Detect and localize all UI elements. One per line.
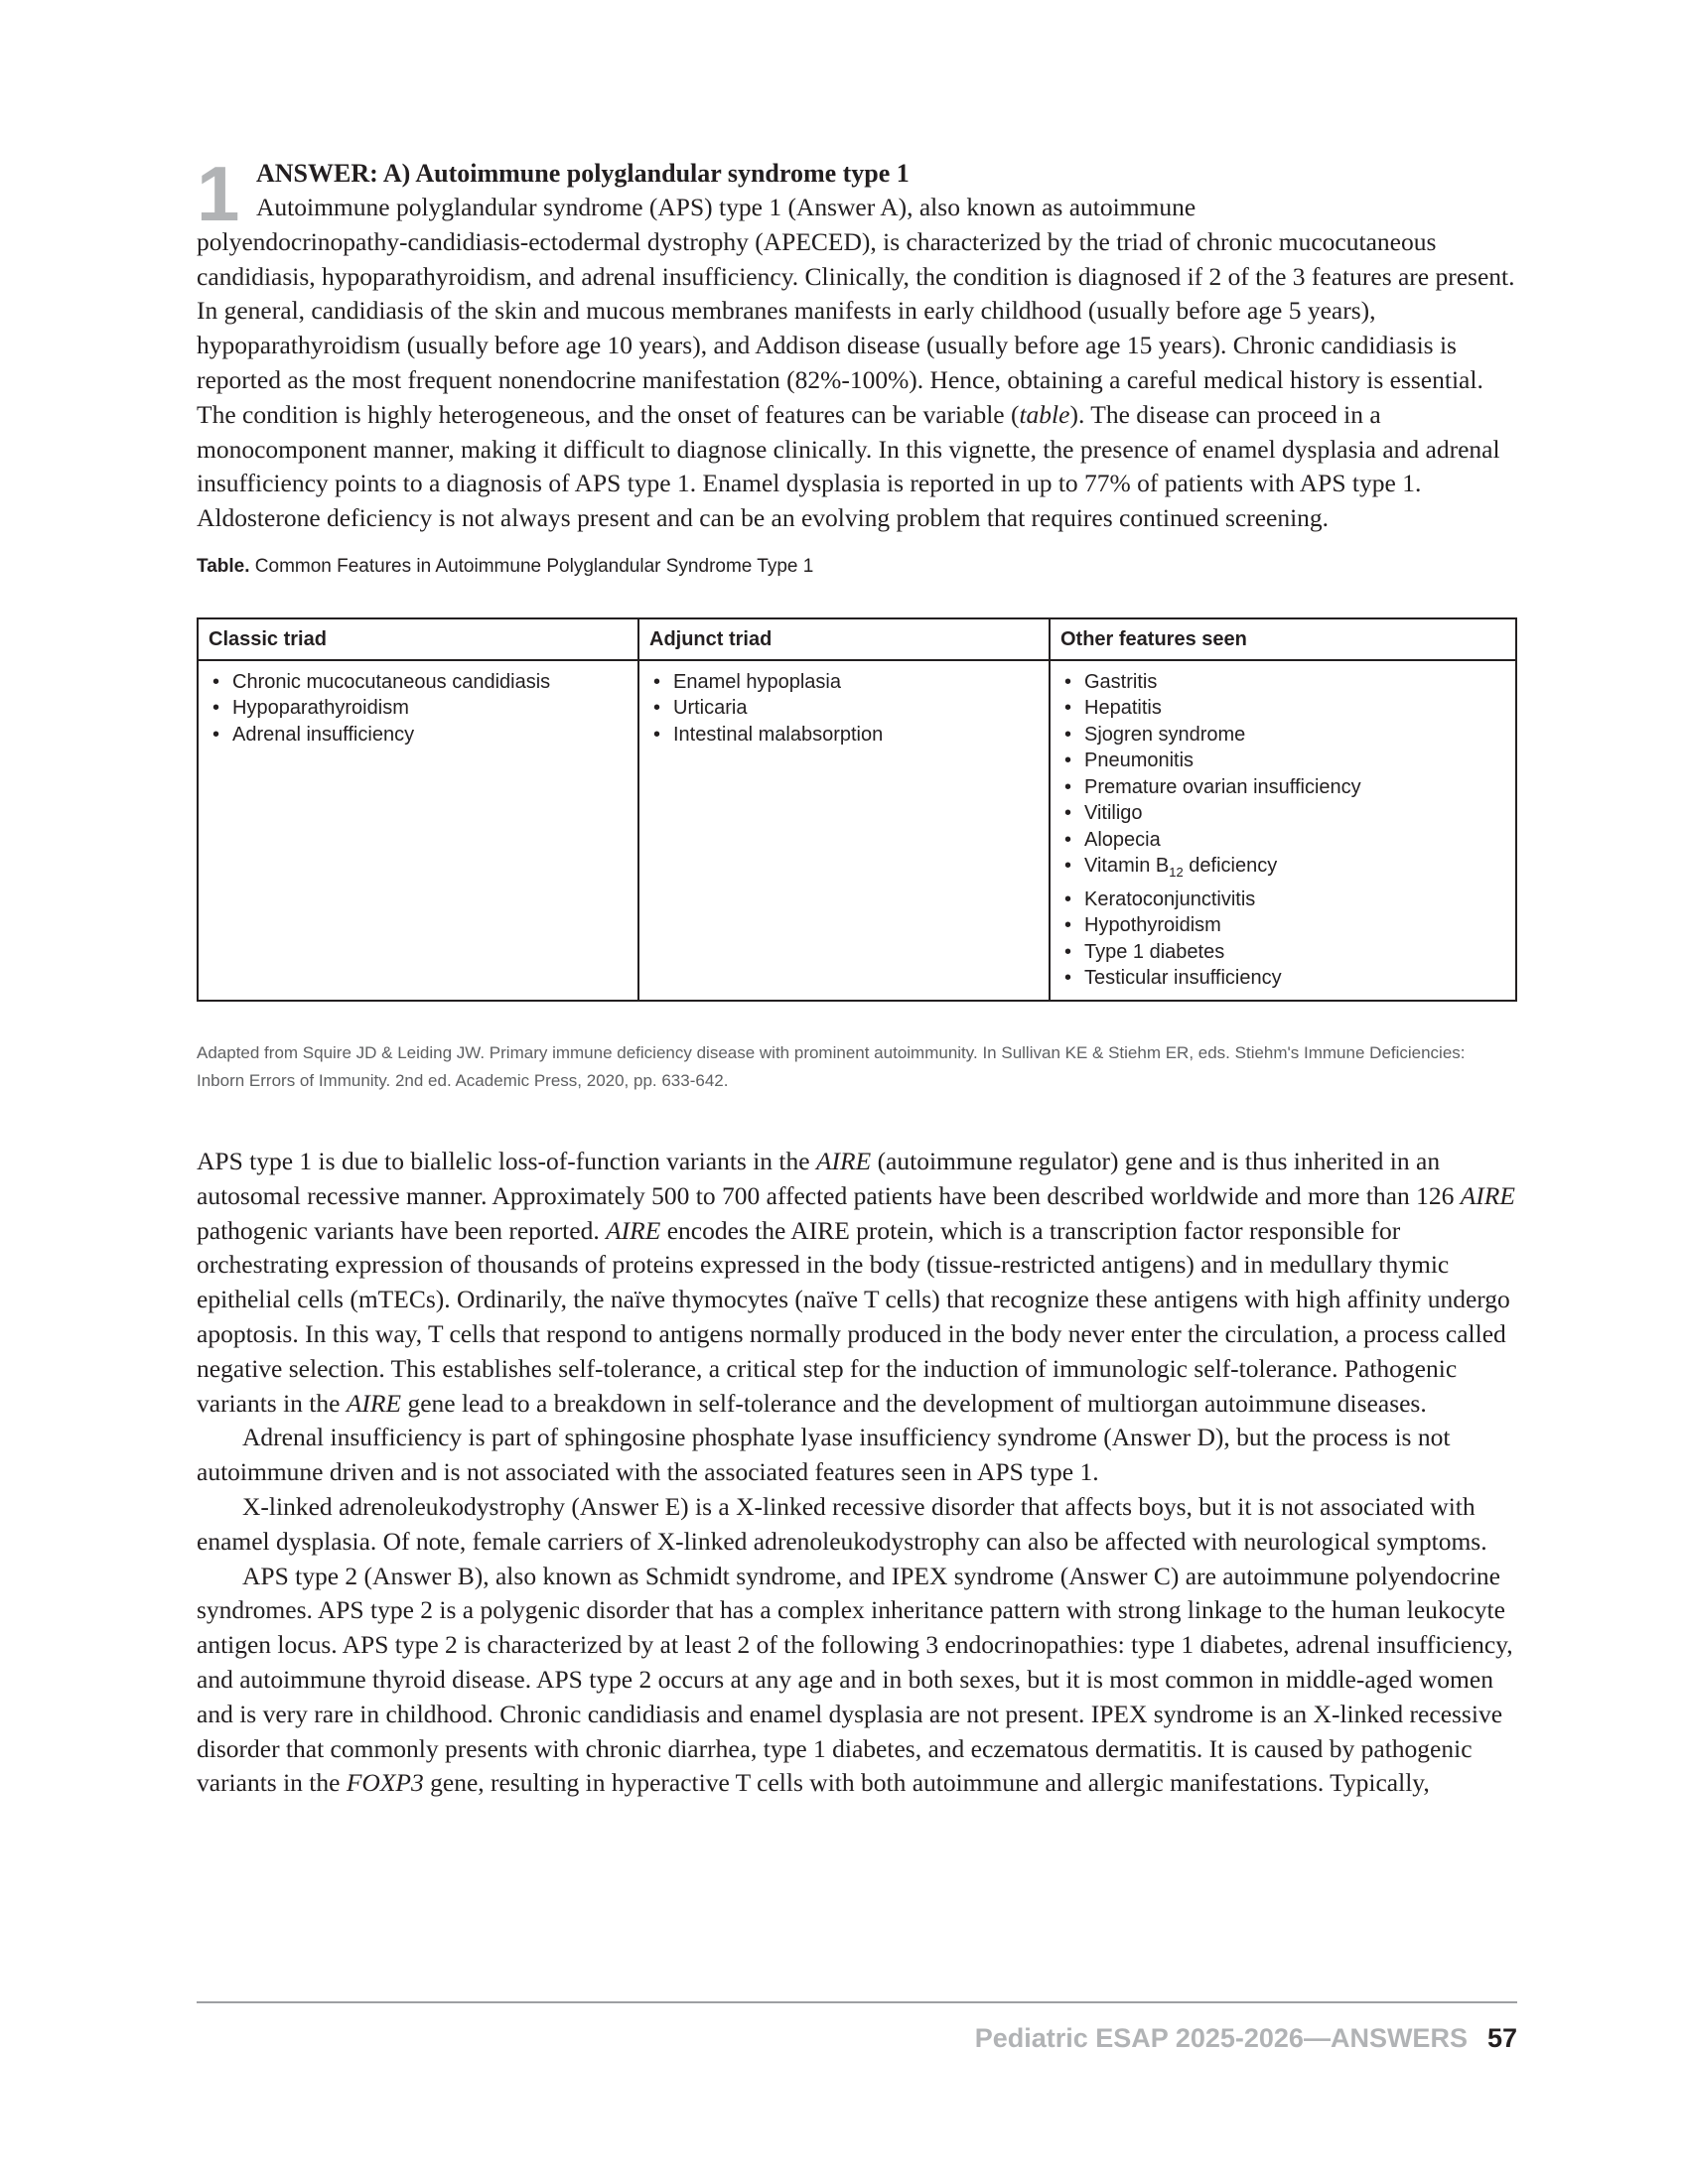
list-item: • Sjogren syndrome <box>1060 722 1505 749</box>
list-item-vitamin-b12 <box>1060 853 1505 887</box>
page-footer <box>975 2023 1517 2054</box>
body-text <box>197 1145 1517 1801</box>
answer-title: ANSWER: A) Autoimmune polyglandular syndrome type 1 <box>256 159 910 188</box>
list-item: • Chronic mucocutaneous candidiasis <box>209 669 628 696</box>
features-table <box>197 617 1517 1002</box>
paragraph-aire: APS type 1 is due to biallelic loss-of-function variants in the AIRE (autoimmune regulator) gene and is thus inherited in an autosomal recessive manner. Approximately 500 to 700 affected patients have been described worldwide and more than 126 AIRE pathogenic variants have been reported. AIRE encodes the AIRE protein, which is a transcription factor responsible for orchestrating expression of thousands of proteins expressed in the body (tissue-restricted antigens) and in medullary thymic epithelial cells (mTECs). Ordinarily, the naïve thymocytes (naïve T cells) that recognize these antigens with high affinity undergo apoptosis. In this way, T cells that respond to antigens normally produced in the body never enter the circulation, a process called negative selection. This establishes self-tolerance, a critical step for the induction of immunologic self-tolerance. Pathogenic variants in the AIRE gene lead to a breakdown in self-tolerance and the development of multiorgan autoimmune diseases. <box>197 1146 1515 1418</box>
table-caption <box>197 556 1517 578</box>
gene-foxp3: FOXP3 <box>346 1768 424 1798</box>
list-item: • Adrenal insufficiency <box>209 722 628 749</box>
adjunct-triad-cell <box>638 660 1050 1001</box>
list-item: • Vitiligo <box>1060 800 1505 827</box>
explanation-text: polyendocrinopathy-candidiasis-ectodermal dystrophy (APECED), is characterized by the triad of chronic mucocutaneous candidiasis, hypoparathyroidism, and adrenal insufficiency. Clinically, the condition is diagnosed if 2 of the 3 features are present. In general, candidiasis of the skin and mucous membranes manifests in early childhood (usually before age 5 years), hypoparathyroidism (usually before age 10 years), and Addison disease (usually before age 15 years). Chronic candidiasis is reported as the most frequent nonendocrine manifestation (82%-100%). Hence, obtaining a careful medical history is essential. The condition is highly heterogeneous, and the onset of features can be variable ( <box>197 226 1515 429</box>
header-classic-triad: Classic triad <box>198 618 638 660</box>
explanation-first-line: Autoimmune polyglandular syndrome (APS) type 1 (Answer A), also known as autoimmune <box>256 193 1196 221</box>
list-item: • Keratoconjunctivitis <box>1060 887 1505 913</box>
vitamin-b12-text: Vitamin B <box>1084 855 1170 878</box>
other-features-list <box>1060 669 1505 992</box>
page-content <box>197 149 1517 1801</box>
paragraph-answer-d: Adrenal insufficiency is part of sphingosine phosphate lyase insufficiency syndrome (Answer D), but the process is not autoimmune driven and is not associated with the associated features seen in APS type 1. <box>197 1423 1451 1487</box>
vitamin-b12-subscript: 12 <box>1169 865 1184 881</box>
page-number: 57 <box>1486 2023 1517 2053</box>
table-header-row <box>198 618 1516 660</box>
footer-title: Pediatric ESAP 2025-2026—ANSWERS <box>974 2023 1468 2053</box>
vitamin-b12-suffix: deficiency <box>1183 855 1278 878</box>
header-adjunct-triad: Adjunct triad <box>638 618 1050 660</box>
list-item: • Pneumonitis <box>1060 748 1505 774</box>
classic-triad-cell <box>198 660 638 1001</box>
table-reference: table <box>1019 399 1070 429</box>
list-item: • Hypothyroidism <box>1060 912 1505 939</box>
header-other-features: Other features seen <box>1050 618 1516 660</box>
list-item: • Gastritis <box>1060 669 1505 696</box>
gene-aire: AIRE <box>815 1146 872 1175</box>
gene-aire: AIRE <box>1460 1180 1515 1210</box>
list-item: • Hepatitis <box>1060 695 1505 722</box>
list-item: • Type 1 diabetes <box>1060 939 1505 966</box>
gene-aire: AIRE <box>346 1388 402 1418</box>
list-item: • Urticaria <box>649 695 1039 722</box>
other-features-cell <box>1050 660 1516 1001</box>
explanation-text-end: ). The disease can proceed in a monocomponent manner, making it difficult to diagnose clinically. In this vignette, the presence of enamel dysplasia and adrenal insufficiency points to a diagnosis of APS type 1. Enamel dysplasia is reported in up to 77% of patients with APS type 1. Aldosterone deficiency is not always present and can be an evolving problem that requires continued screening. <box>197 399 1500 533</box>
table-source-note: Adapted from Squire JD & Leiding JW. Primary immune deficiency disease with prominent autoimmunity. In Sullivan KE & Stiehm ER, eds. Stiehm's Immune Deficiencies: Inborn Errors of Immunity. 2nd ed. Academic Press, 2020, pp. 633-642. <box>197 1042 1466 1090</box>
paragraph-answer-b-c: APS type 2 (Answer B), also known as Schmidt syndrome, and IPEX syndrome (Answer C) are autoimmune polyendocrine syndromes. APS type 2 is a polygenic disorder that has a complex inheritance pattern with strong linkage to the human leukocyte antigen locus. APS type 2 is characterized by at least 2 of the following 3 endocrinopathies: type 1 diabetes, adrenal insufficiency, and autoimmune thyroid disease. APS type 2 occurs at any age and in both sexes, but it is most common in middle-aged women and is very rare in childhood. Chronic candidiasis and enamel dysplasia are not present. IPEX syndrome is an X-linked recessive disorder that commonly presents with chronic diarrhea, type 1 diabetes, and eczematous dermatitis. It is caused by pathogenic variants in the FOXP3 gene, resulting in hyperactive T cells with both autoimmune and allergic manifestations. Typically, <box>197 1561 1513 1798</box>
gene-aire: AIRE <box>606 1215 661 1245</box>
list-item: • Hypoparathyroidism <box>209 695 628 722</box>
paragraph-answer-e: X-linked adrenoleukodystrophy (Answer E) is a X-linked recessive disorder that affects boys, but it is not associated with enamel dysplasia. Of note, female carriers of X-linked adrenoleukodystrophy can also be affected with neurological symptoms. <box>197 1491 1487 1556</box>
list-item: • Alopecia <box>1060 827 1505 854</box>
list-item: • Enamel hypoplasia <box>649 669 1039 696</box>
classic-triad-list <box>209 669 628 749</box>
footer-divider <box>197 2001 1517 2003</box>
list-item: • Intestinal malabsorption <box>649 722 1039 749</box>
table-row <box>198 660 1516 1001</box>
table-caption-label: Table. <box>197 555 250 577</box>
answer-explanation <box>197 191 1517 536</box>
table-caption-text: Common Features in Autoimmune Polyglandular Syndrome Type 1 <box>254 555 814 577</box>
adjunct-triad-list <box>649 669 1039 749</box>
list-item: • Testicular insufficiency <box>1060 965 1505 992</box>
question-number: 1 <box>197 150 240 237</box>
list-item: • Premature ovarian insufficiency <box>1060 774 1505 801</box>
